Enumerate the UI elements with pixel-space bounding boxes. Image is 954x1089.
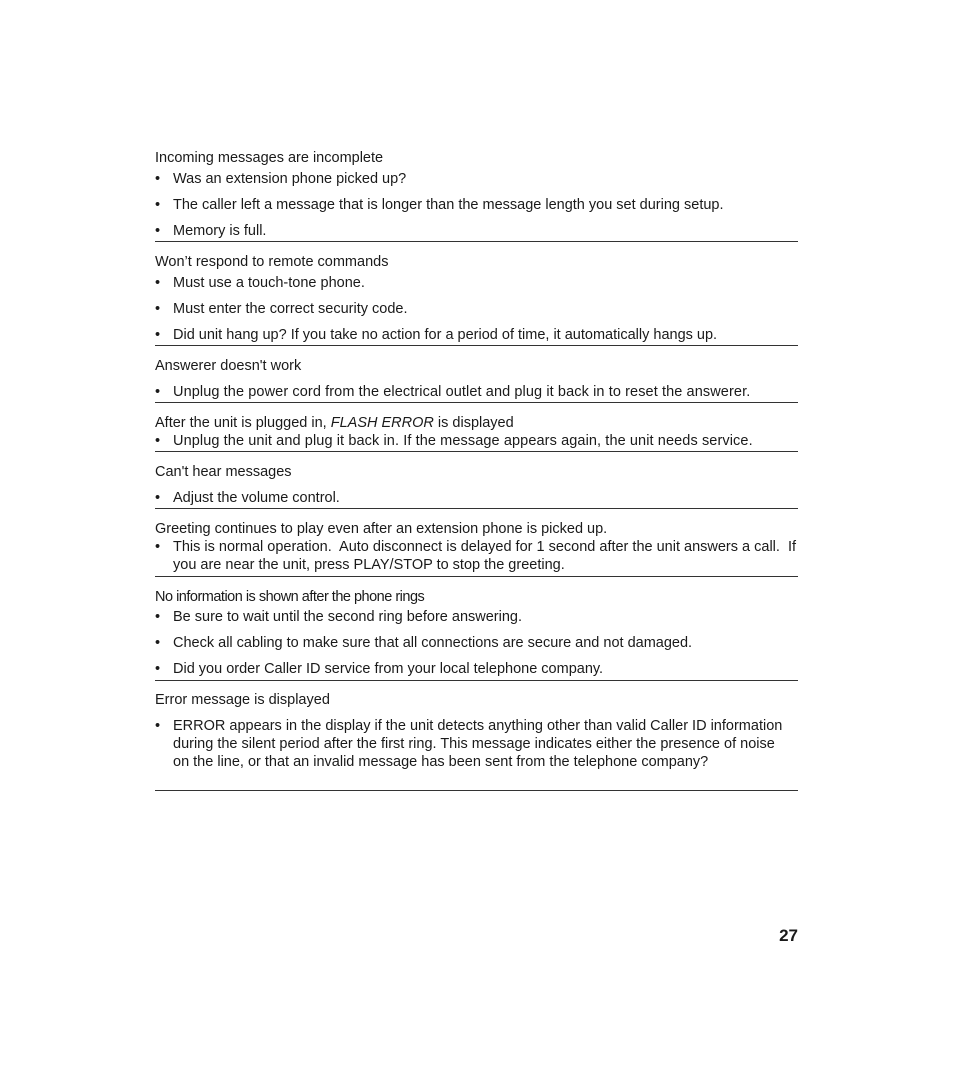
list-item-text: Did unit hang up? If you take no action for a period of time, it automatically hangs up. xyxy=(173,327,718,343)
bullet-icon: • xyxy=(155,635,161,651)
bullet-icon: • xyxy=(155,384,161,400)
section-error-message xyxy=(155,690,798,791)
list-item-text: ERROR appears in the display if the unit detects anything other than valid Caller ID information during the silent period after the first ring. This message indicates either the presence of noise on the line, or that an invalid message has been sent from the telephone company? xyxy=(173,718,783,770)
bullet-icon: • xyxy=(155,490,161,506)
list-item-text: Must use a touch-tone phone. xyxy=(173,275,365,291)
bullet-icon: • xyxy=(155,275,161,291)
list-item-text: The caller left a message that is longer than the message length you set during setup. xyxy=(173,197,724,213)
bullet-icon: • xyxy=(155,197,161,213)
section-heading-prefix: After the unit is plugged in, xyxy=(155,415,331,431)
bullet-icon: • xyxy=(155,327,161,343)
section-heading: Answerer doesn't work xyxy=(155,358,302,374)
bullet-icon: • xyxy=(155,301,161,317)
bullet-icon: • xyxy=(155,223,161,239)
section-heading-suffix: is displayed xyxy=(433,415,514,431)
section-no-information-shown xyxy=(155,587,798,681)
list-item-text: Unplug the unit and plug it back in. If the message appears again, the unit needs service. xyxy=(173,433,753,449)
section-heading: Greeting continues to play even after an extension phone is picked up. xyxy=(155,521,608,537)
section-heading xyxy=(155,414,514,432)
list-item-text: Unplug the power cord from the electrical outlet and plug it back in to reset the answerer. xyxy=(173,384,751,400)
section-heading: Won’t respond to remote commands xyxy=(155,254,389,270)
section-heading: No information is shown after the phone rings xyxy=(155,589,425,605)
list-item-text: Adjust the volume control. xyxy=(173,490,340,506)
section-cant-hear-messages xyxy=(155,462,798,509)
bullet-icon: • xyxy=(155,539,161,555)
list-item-text: Be sure to wait until the second ring before answering. xyxy=(173,609,523,625)
section-heading: Incoming messages are incomplete xyxy=(155,150,384,166)
section-greeting-continues xyxy=(155,519,801,577)
bullet-icon: • xyxy=(155,718,161,734)
bullet-icon: • xyxy=(155,661,161,677)
list-item-text: Must enter the correct security code. xyxy=(173,301,408,317)
list-item-text: Memory is full. xyxy=(173,223,267,239)
bullet-icon: • xyxy=(155,609,161,625)
section-remote-commands xyxy=(155,252,798,346)
section-heading: Can't hear messages xyxy=(155,464,292,480)
page-number: 27 xyxy=(779,926,798,945)
section-heading: Error message is displayed xyxy=(155,692,330,708)
bullet-icon: • xyxy=(155,171,161,187)
section-answerer-doesnt-work xyxy=(155,356,798,403)
list-item-text: Was an extension phone picked up? xyxy=(173,171,407,187)
flash-error-text: FLASH ERROR xyxy=(330,415,434,431)
section-incoming-messages xyxy=(155,148,798,242)
section-flash-error xyxy=(155,413,798,452)
list-item-text: This is normal operation. Auto disconnect is delayed for 1 second after the unit answers a call. If you are near the unit, press PLAY/STOP to stop the greeting. xyxy=(173,539,801,573)
list-item-text: Check all cabling to make sure that all connections are secure and not damaged. xyxy=(173,635,693,651)
bullet-icon: • xyxy=(155,433,161,449)
list-item-text: Did you order Caller ID service from your local telephone company. xyxy=(173,661,604,677)
